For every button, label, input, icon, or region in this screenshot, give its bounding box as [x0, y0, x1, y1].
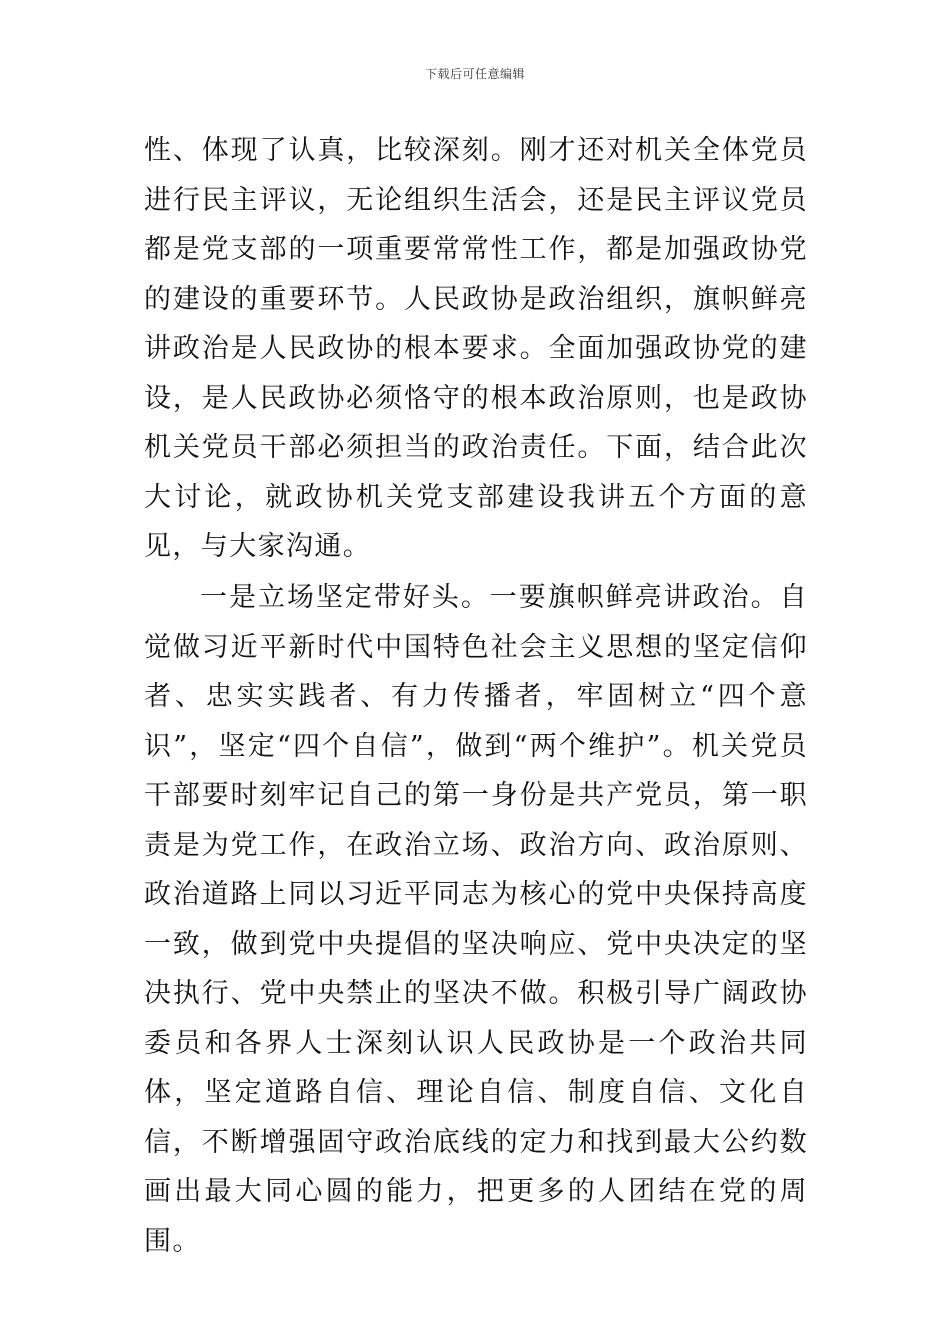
- page-header-note: 下载后可任意编辑: [424, 67, 525, 81]
- paragraph-1: 性、体现了认真，比较深刻。刚才还对机关全体党员进行民主评议，无论组织生活会，还是民主评议党员都是党支部的一项重要常常性工作，都是加强政协党的建设的重要环节。人民政协是政治组织，旗帜鲜亮讲政治是人民政协的根本要求。全面加强政协党的建设，是人民政协必须恪守的根本政治原则，也是政协机关党员干部必须担当的政治责任。下面，结合此次大讨论，就政协机关党支部建设我讲五个方面的意见，与大家沟通。: [144, 135, 808, 562]
- paragraph-2: 一是立场坚定带好头。一要旗帜鲜亮讲政治。自觉做习近平新时代中国特色社会主义思想的坚定信仰者、忠实实践者、有力传播者，牢固树立“四个意识”，坚定“四个自信”，做到“两个维护”。机关党员干部要时刻牢记自己的第一身份是共产党员，第一职责是为党工作，在政治立场、政治方向、政治原则、政治道路上同以习近平同志为核心的党中央保持高度一致，做到党中央提倡的坚决响应、党中央决定的坚决执行、党中央禁止的坚决不做。积极引导广阔政协委员和各界人士深刻认识人民政协是一个政治共同体，坚定道路自信、理论自信、制度自信、文化自信，不断增强固守政治底线的定力和找到最大公约数画出最大同心圆的能力，把更多的人团结在党的周围。: [144, 582, 808, 1257]
